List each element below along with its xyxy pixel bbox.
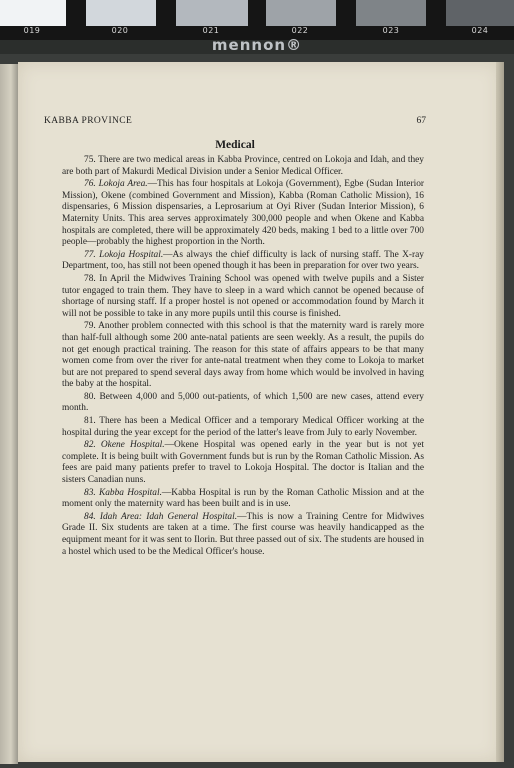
patch-number: 024 [471, 26, 489, 35]
paragraph [62, 440, 424, 486]
page-number: 67 [416, 116, 426, 126]
paragraph [62, 274, 424, 320]
calibration-patch [266, 0, 336, 26]
paragraph-text: 80. Between 4,000 and 5,000 out-patients, of which 1,500 are new cases, attend every month. [62, 391, 424, 414]
book-spine-edge [0, 64, 18, 764]
section-title: Medical [215, 139, 255, 151]
paragraph-heading: 77. Lokoja Hospital. [84, 249, 164, 260]
color-calibration-strip [0, 0, 514, 40]
calibration-patch [176, 0, 248, 26]
paragraph [62, 512, 424, 558]
paragraph-text: 78. In April the Midwives Training School was opened with twelve pupils and a Sister tutor engaged to train them. They have to sleep in a ward which cannot be opened because of shortage of nursing staff. If a proper hostel is not opened or accommodation found by March it will not be possible to take in any more pupils until this course is finished. [62, 273, 424, 319]
body-text [62, 155, 424, 559]
paragraph-heading: 83. Kabba Hospital. [84, 487, 162, 498]
paragraph [62, 392, 424, 415]
calibration-patch [356, 0, 426, 26]
patch-number: 023 [382, 26, 400, 35]
paragraph-text: 81. There has been a Medical Officer and a temporary Medical Officer working at the hospital during the year except for the period of the latter's leave from July to early November. [62, 416, 424, 438]
paragraph-text: —Kabba Hospital is run by the Roman Catholic Mission and at the moment only the maternity ward has been built and is in use. [62, 487, 424, 510]
paragraph-text: 79. Another problem connected with this school is that the maternity ward is rarely more than half-full although some 200 ante-natal patients are seen weekly. As a result, the pupils do not get enough practical training. The reason for this state of affairs appears to be that many women come from over the river for ante-natal treatment when they come to Lokoja to market but are not prepared to spend several days away from home which would be involved in having the baby at the hospital. [62, 321, 424, 390]
patch-number: 019 [23, 26, 41, 35]
paragraph-heading: 82. Okene Hospital. [84, 440, 165, 451]
paragraph-text: —This has four hospitals at Lokoja (Government), Egbe (Sudan Interior Mission), Okene (combined Government and Mission), Kabba (Roman Catholic Mission), 16 dispensaries, 6 Mission dispensaries, a Leprosarium at Oyi River (Sudan Interior Mission), 6 Maternity Units. This area serves approximately 300,000 people and when Okene and Kabba hospitals are completed, there will be approximately 420 beds, making 1 bed to a little over 700 people—probably the highest proportion in the North. [62, 179, 425, 248]
patch-number: 020 [111, 26, 129, 35]
paragraph-text: 75. There are two medical areas in Kabba Province, centred on Lokoja and Idah, and they are both part of Makurdi Medical Division under a Senior Medical Officer. [62, 155, 424, 177]
running-head: KABBA PROVINCE [44, 116, 133, 126]
calibration-patch [446, 0, 514, 26]
paragraph-text: —This is now a Training Centre for Midwives Grade II. Six students are taken at a time. The first course was heavily handicapped as the equipment meant for it was sent to Ilorin. But three passed out of six. The students are housed in a hostel which used to be the Medical Officer's house. [62, 511, 424, 557]
paragraph [62, 250, 424, 273]
paragraph-heading: 76. Lokoja Area. [84, 179, 148, 190]
paragraph-text: —As always the chief difficulty is lack of nursing staff. The X-ray Department, too, has still not been opened though it has been in preparation for over two years. [62, 249, 424, 272]
calibration-patch [0, 0, 66, 26]
brand-logo: mennon® [211, 36, 303, 54]
paragraph [62, 488, 424, 511]
patch-number: 021 [202, 26, 220, 35]
patch-number: 022 [291, 26, 309, 35]
calibration-patch [86, 0, 156, 26]
paragraph-text: —Okene Hospital was opened early in the year but is not yet complete. It is being built with Government funds but is run by the Roman Catholic Mission. As fees are paid many patients prefer to travel to Lokoja Hospital. The doctor is Italian and the sisters Canadian nuns. [62, 440, 424, 486]
paragraph [62, 321, 424, 391]
paragraph [62, 179, 424, 249]
paragraph [62, 416, 424, 439]
page-edge [496, 62, 504, 762]
page-header [44, 116, 426, 130]
paragraph [62, 155, 424, 178]
paragraph-heading: 84. Idah Area: Idah General Hospital. [84, 511, 238, 522]
